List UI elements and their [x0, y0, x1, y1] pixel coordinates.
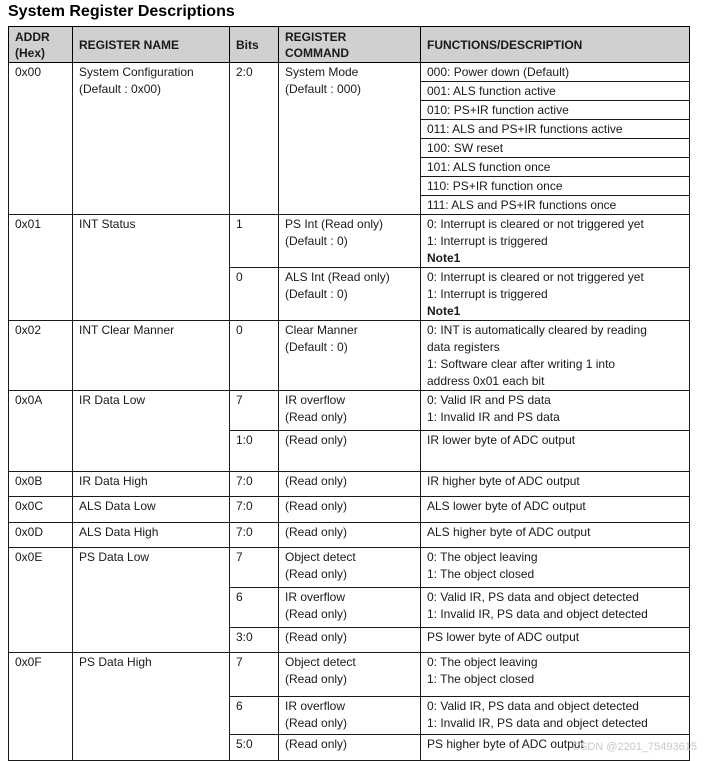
command-cell: Clear Manner (Default : 0)	[279, 321, 421, 391]
function-cell: 0: The object leaving 1: The object closed	[421, 653, 690, 697]
register-name-cell: IR Data Low	[73, 391, 230, 472]
addr-cell: 0x0C	[9, 497, 73, 523]
function-item: 111: ALS and PS+IR functions once	[421, 196, 690, 215]
function-cell: 0: Interrupt is cleared or not triggered yet 1: Interrupt is triggered Note1	[421, 268, 690, 321]
addr-cell: 0x0A	[9, 391, 73, 472]
table-row	[9, 653, 690, 697]
bits-cell: 7	[230, 391, 279, 431]
addr-cell: 0x0E	[9, 548, 73, 653]
table-row	[9, 321, 690, 391]
page-title: System Register Descriptions	[8, 3, 235, 20]
bits-cell: 6	[230, 697, 279, 735]
bits-cell: 0	[230, 268, 279, 321]
table-row	[9, 391, 690, 431]
function-item: 100: SW reset	[421, 139, 690, 158]
addr-cell: 0x0B	[9, 472, 73, 497]
bits-cell: 7	[230, 653, 279, 697]
register-name-cell: PS Data High	[73, 653, 230, 761]
command-cell: (Read only)	[279, 472, 421, 497]
command-cell: (Read only)	[279, 523, 421, 548]
function-cell: 0: Valid IR, PS data and object detected 1: Invalid IR, PS data and object detected	[421, 588, 690, 628]
command-cell: IR overflow (Read only)	[279, 391, 421, 431]
command-cell: PS Int (Read only) (Default : 0)	[279, 215, 421, 268]
command-cell: ALS Int (Read only) (Default : 0)	[279, 268, 421, 321]
function-cell: IR higher byte of ADC output	[421, 472, 690, 497]
header-register-command: REGISTER COMMAND	[279, 27, 421, 63]
bits-cell: 7	[230, 548, 279, 588]
bits-cell: 5:0	[230, 735, 279, 761]
function-cell: IR lower byte of ADC output	[421, 431, 690, 472]
register-name-cell: ALS Data Low	[73, 497, 230, 523]
command-cell: (Read only)	[279, 735, 421, 761]
function-item: 110: PS+IR function once	[421, 177, 690, 196]
function-item: 101: ALS function once	[421, 158, 690, 177]
bits-cell: 7:0	[230, 523, 279, 548]
function-cell: PS lower byte of ADC output	[421, 628, 690, 653]
command-cell: System Mode (Default : 000)	[279, 63, 421, 215]
table-row	[9, 63, 690, 82]
register-name-cell: INT Clear Manner	[73, 321, 230, 391]
table-row	[9, 215, 690, 268]
register-name-cell: INT Status	[73, 215, 230, 321]
function-item: 011: ALS and PS+IR functions active	[421, 120, 690, 139]
table-row	[9, 523, 690, 548]
register-name-cell: IR Data High	[73, 472, 230, 497]
register-table	[8, 26, 690, 761]
addr-cell: 0x0F	[9, 653, 73, 761]
addr-cell: 0x01	[9, 215, 73, 321]
function-cell: 0: Valid IR, PS data and object detected 1: Invalid IR, PS data and object detected	[421, 697, 690, 735]
function-item: 010: PS+IR function active	[421, 101, 690, 120]
addr-cell: 0x02	[9, 321, 73, 391]
function-cell: 0: Valid IR and PS data 1: Invalid IR and PS data	[421, 391, 690, 431]
header-bits: Bits	[230, 27, 279, 63]
bits-cell: 2:0	[230, 63, 279, 215]
watermark: CSDN @2201_75493615	[572, 741, 697, 753]
function-cell: 0: Interrupt is cleared or not triggered yet 1: Interrupt is triggered Note1	[421, 215, 690, 268]
table-row	[9, 472, 690, 497]
header-register-name: REGISTER NAME	[73, 27, 230, 63]
bits-cell: 0	[230, 321, 279, 391]
header-functions: FUNCTIONS/DESCRIPTION	[421, 27, 690, 63]
table-row	[9, 497, 690, 523]
command-cell: (Read only)	[279, 628, 421, 653]
bits-cell: 1:0	[230, 431, 279, 472]
addr-cell: 0x0D	[9, 523, 73, 548]
header-addr: ADDR (Hex)	[9, 27, 73, 63]
function-cell: ALS higher byte of ADC output	[421, 523, 690, 548]
function-item: 001: ALS function active	[421, 82, 690, 101]
register-name-cell: ALS Data High	[73, 523, 230, 548]
command-cell: IR overflow (Read only)	[279, 697, 421, 735]
bits-cell: 7:0	[230, 472, 279, 497]
command-cell: (Read only)	[279, 431, 421, 472]
command-cell: (Read only)	[279, 497, 421, 523]
bits-cell: 1	[230, 215, 279, 268]
function-cell: ALS lower byte of ADC output	[421, 497, 690, 523]
command-cell: Object detect (Read only)	[279, 548, 421, 588]
table-row	[9, 548, 690, 588]
function-item: 000: Power down (Default)	[421, 63, 690, 82]
function-cell: PS higher byte of ADC output	[421, 735, 690, 761]
register-name-cell: System Configuration (Default : 0x00)	[73, 63, 230, 215]
function-cell: 0: INT is automatically cleared by reading data registers 1: Software clear after writing 1 into address 0x01 each bit	[421, 321, 690, 391]
addr-cell: 0x00	[9, 63, 73, 215]
command-cell: Object detect (Read only)	[279, 653, 421, 697]
table-header-row	[9, 27, 690, 63]
bits-cell: 7:0	[230, 497, 279, 523]
command-cell: IR overflow (Read only)	[279, 588, 421, 628]
bits-cell: 6	[230, 588, 279, 628]
bits-cell: 3:0	[230, 628, 279, 653]
function-cell: 0: The object leaving 1: The object closed	[421, 548, 690, 588]
register-name-cell: PS Data Low	[73, 548, 230, 653]
